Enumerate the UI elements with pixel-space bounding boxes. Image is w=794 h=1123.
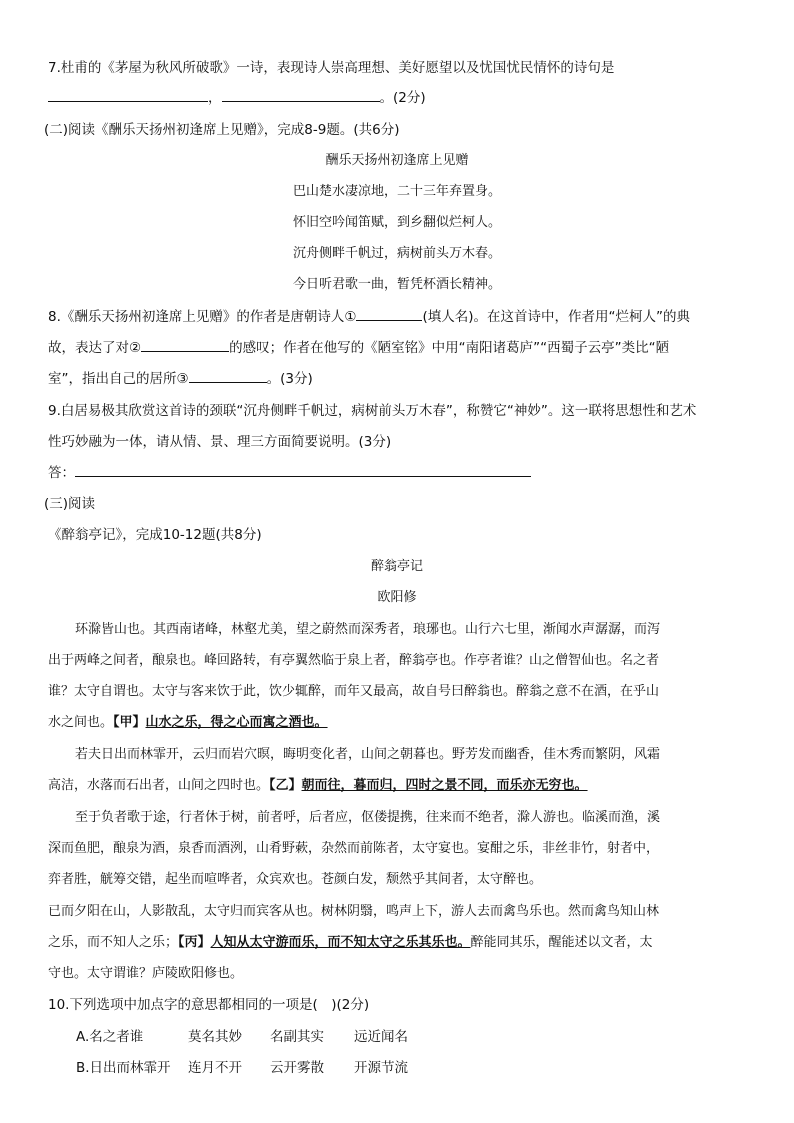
question-10-stem: 10.下列选项中加点字的意思都相同的一项是( )(2分): [48, 997, 370, 1013]
passage-author: 欧阳修: [377, 590, 417, 605]
q8-text: 的感叹；作者在他写的《陋室铭》中用“南阳诸葛庐”“西蜀子云亭”类比“陋: [229, 340, 670, 356]
sentence-marker-yi: 【乙】: [269, 778, 302, 793]
section-3-heading: (三)阅读: [44, 496, 96, 512]
passage-text: 之乐，而不知人之乐；: [48, 935, 179, 950]
highlighted-sentence-yi: 朝而往，暮而归，四时之景不同，而乐亦无穷也。: [301, 778, 588, 793]
passage-line: 环滁皆山也。其西南诸峰，林壑尤美，望之蔚然而深秀者，琅琊也。山行六七里，渐闻水声潺潺，而泻: [62, 622, 661, 637]
poem-line: 今日听君歌一曲，暂凭杯酒长精神。: [292, 277, 501, 292]
passage-line: 至于负者歌于途，行者休于树，前者呼，后者应，伛偻提携，往来而不绝者，滁人游也。临溪而渔，溪: [62, 810, 661, 825]
passage-line: 弈者胜，觥筹交错，起坐而喧哗者，众宾欢也。苍颜白发，颓然乎其间者，太守醉也。: [48, 872, 543, 887]
poem-line: 沉舟侧畔千帆过，病树前头万木春。: [292, 246, 501, 261]
option-a-item: 远近闻名: [354, 1029, 408, 1045]
poem-line: 巴山楚水凄凉地，二十三年弃置身。: [292, 184, 501, 199]
option-a[interactable]: [76, 1025, 408, 1045]
question-7-stem: 7.杜甫的《茅屋为秋风所破歌》一诗，表现诗人崇高理想、美好愿望以及忧国忧民情怀的诗句是: [48, 60, 615, 76]
option-b[interactable]: [76, 1056, 408, 1076]
separator: ，: [208, 90, 222, 106]
question-9-line-2: 性巧妙融为一体，请从情、景、理三方面简要说明。(3分): [48, 434, 392, 450]
question-8-line-2: [48, 336, 669, 356]
passage-text: 水之间也。: [48, 715, 114, 730]
answer-blank-q8-2[interactable]: [141, 337, 229, 352]
passage-line: [48, 774, 588, 793]
answer-label: 答：: [48, 465, 75, 481]
answer-blank-1[interactable]: [48, 87, 208, 102]
q8-text: (填人名)。在这首诗中，作者用“烂柯人”的典: [422, 309, 691, 325]
option-b-item: 云开雾散: [270, 1060, 324, 1076]
section-2-heading: (二)阅读《酬乐天扬州初逢席上见赠》，完成8-9题。(共6分): [44, 122, 400, 138]
highlighted-sentence-jia: 山水之乐，得之心而寓之酒也。: [145, 715, 328, 730]
answer-blank-2[interactable]: [222, 87, 380, 102]
option-b-item: 连月不开: [188, 1060, 242, 1076]
score-note: 。(3分): [266, 371, 313, 387]
passage-line: 若夫日出而林霏开，云归而岩穴暝，晦明变化者，山间之朝暮也。野芳发而幽香，佳木秀而繁阴，风霜: [62, 747, 661, 762]
option-a-item: A.名之者谁: [76, 1029, 144, 1045]
score-note: 。(2分): [379, 90, 426, 106]
question-9-answer: [48, 461, 531, 481]
passage-line: 守也。太守谓谁？庐陵欧阳修也。: [48, 966, 244, 981]
answer-blank-q8-3[interactable]: [189, 368, 267, 383]
passage-line: 谁？太守自谓也。太守与客来饮于此，饮少辄醉，而年又最高，故自号曰醉翁也。醉翁之意不在酒，在乎山: [48, 684, 660, 699]
question-8-line-3: [48, 367, 313, 387]
section-3-subheading: 《醉翁亭记》，完成10-12题(共8分): [48, 527, 262, 543]
sentence-marker-bing: 【丙】: [178, 935, 211, 950]
sentence-marker-jia: 【甲】: [113, 715, 146, 730]
question-8-line-1: [48, 305, 690, 325]
option-a-item: 莫名其妙: [188, 1029, 242, 1045]
passage-line: 已而夕阳在山，人影散乱，太守归而宾客从也。树林阴翳，鸣声上下，游人去而禽鸟乐也。然而禽鸟知山林: [48, 904, 660, 919]
passage-title: 醉翁亭记: [370, 559, 423, 574]
passage-line: 深而鱼肥，酿泉为酒，泉香而酒洌，山肴野蔌，杂然而前陈者，太守宴也。宴酣之乐，非丝非竹，射者中，: [48, 841, 660, 856]
option-a-item: 名副其实: [270, 1029, 324, 1045]
poem-title: 酬乐天扬州初逢席上见赠: [325, 153, 469, 168]
answer-line[interactable]: [75, 462, 531, 477]
passage-line: 出于两峰之间者，酿泉也。峰回路转，有亭翼然临于泉上者，醉翁亭也。作亭者谁？山之僧智仙也。名之者: [48, 653, 660, 668]
option-b-item: 开源节流: [354, 1060, 408, 1076]
poem-line: 怀旧空吟闻笛赋，到乡翻似烂柯人。: [292, 215, 501, 230]
passage-line: [48, 711, 328, 730]
q8-text: 室”，指出自己的居所③: [48, 371, 189, 387]
option-b-item: B.日出而林霏开: [76, 1060, 171, 1076]
passage-line: [48, 931, 653, 950]
highlighted-sentence-bing: 人知从太守游而乐，而不知太守之乐其乐也。: [210, 935, 471, 950]
answer-blank-q8-1[interactable]: [356, 306, 422, 321]
question-7-answer-line: [48, 86, 426, 106]
question-9-line-1: 9.白居易极其欣赏这首诗的颈联“沉舟侧畔千帆过，病树前头万木春”，称赞它“神妙”。这一联将思想性和艺术: [48, 403, 697, 419]
q8-text: 8.《酬乐天扬州初逢席上见赠》的作者是唐朝诗人①: [48, 309, 357, 325]
passage-text: 醉能同其乐，醒能述以文者，太: [470, 935, 653, 950]
q8-text: 故，表达了对②: [48, 340, 142, 356]
passage-text: 高洁，水落而石出者，山间之四时也。: [48, 778, 270, 793]
